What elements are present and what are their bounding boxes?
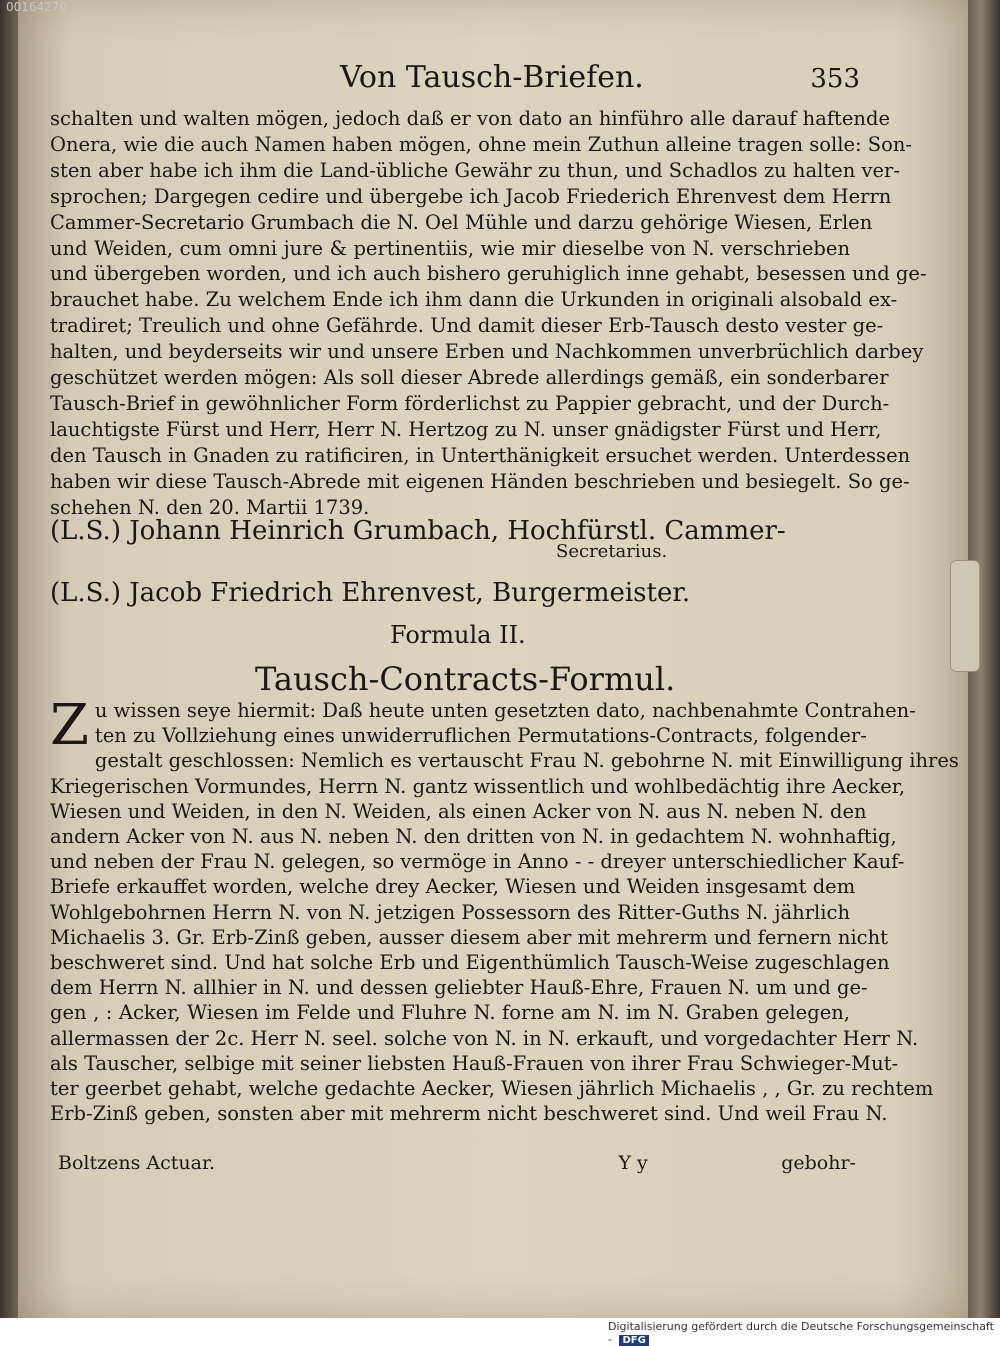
text-line: Erb-Zinß geben, sonsten aber mit mehrerm nicht beschweret sind. Und weil Frau N. [50, 1102, 888, 1126]
signature-ehrenvest: (L.S.) Jacob Friedrich Ehrenvest, Burgermeister. [50, 578, 691, 608]
text-line: lauchtigste Fürst und Herr, Herr N. Hertzog zu N. unser gnädigster Fürst und Herr, [50, 417, 882, 441]
page-number: 353 [810, 64, 860, 94]
text-line: und Weiden, cum omni jure & pertinentiis, wie mir dieselbe von N. verschrieben [50, 236, 850, 260]
text-line: schehen N. den 20. Martii 1739. [50, 495, 370, 519]
dfg-logo: DFG [619, 1335, 648, 1346]
scan-id-code: 00164270 [6, 0, 68, 14]
text-line: Briefe erkauffet worden, welche drey Aecker, Wiesen und Weiden insgesamt dem [50, 875, 856, 899]
text-line: und neben der Frau N. gelegen, so vermöge in Anno - - dreyer unterschiedlicher Kauf- [50, 850, 905, 874]
paragraph-agreement [50, 106, 927, 521]
catchword: gebohr- [781, 1152, 856, 1174]
text-line: ten zu Vollziehung eines unwiderruflichen Permutations-Contracts, folgender- [94, 724, 867, 748]
text-line: halten, und beyderseits wir und unsere Erben und Nachkommen unverbrüchlich darbey [50, 340, 924, 364]
footer-reference: Boltzens Actuar. [58, 1152, 215, 1174]
text-line: sten aber habe ich ihm die Land-übliche Gewähr zu thun, und Schadlos zu halten ver- [50, 158, 900, 182]
text-line: allermassen der 2c. Herr N. seel. solche von N. in N. erkauft, und vorgedachter Herr N. [50, 1026, 919, 1050]
text-line: dem Herrn N. allhier in N. und dessen geliebter Hauß-Ehre, Frauen N. um und ge- [50, 976, 868, 1000]
text-line: Onera, wie die auch Namen haben mögen, ohne mein Zuthun alleine tragen solle: Son- [50, 132, 913, 156]
drop-cap: Z [50, 693, 89, 758]
header-title: Von Tausch-Briefen. [340, 60, 644, 95]
text-line: gestalt geschlossen: Nemlich es vertauscht Frau N. gebohrne N. mit Einwilligung ihres [94, 749, 959, 773]
signature-grumbach-title: Secretarius. [556, 541, 668, 562]
signature-mark: Y y [618, 1152, 648, 1174]
text-line: Michaelis 3. Gr. Erb-Zinß geben, ausser diesem aber mit mehrerm und fernern nicht [50, 925, 888, 949]
text-line: geschützet werden mögen: Als soll dieser Abrede allerdings gemäß, ein sonderbarer [50, 366, 889, 390]
signature-grumbach: (L.S.) Johann Heinrich Grumbach, Hochfürstl. Cammer- [50, 516, 786, 546]
digitization-credit [608, 1320, 1000, 1346]
text-line: u wissen seye hiermit: Daß heute unten gesetzten dato, nachbenahmte Contrahen- [94, 699, 916, 722]
text-line: den Tausch in Gnaden zu ratificiren, in Unterthänigkeit ersuchet werden. Unterdessen [50, 443, 911, 467]
running-header [50, 60, 860, 95]
text-line: haben wir diese Tausch-Abrede mit eigenen Händen beschrieben und besiegelt. So ge- [50, 469, 910, 493]
text-line: Tausch-Brief in gewöhnlicher Form förderlichst zu Pappier gebracht, und der Durch- [50, 391, 890, 415]
text-line: Wiesen und Weiden, in den N. Weiden, als einen Acker von N. aus N. neben N. den [50, 799, 867, 823]
text-line: Cammer-Secretario Grumbach die N. Oel Mühle und darzu gehörige Wiesen, Erlen [50, 210, 873, 234]
paragraph-contract [50, 693, 959, 1126]
text-line: Wohlgebohrnen Herrn N. von N. jetzigen Possessorn des Ritter-Guths N. jährlich [50, 900, 850, 924]
text-line: schalten und walten mögen, jedoch daß er von dato an hinführo alle darauf haftende [50, 107, 891, 130]
page-footer [58, 1152, 856, 1174]
text-line: beschweret sind. Und hat solche Erb und Eigenthümlich Tausch-Weise zugeschlagen [50, 951, 890, 975]
text-line: andern Acker von N. aus N. neben N. den dritten von N. in gedachtem N. wohnhaftig, [50, 825, 897, 849]
text-line: brauchet habe. Zu welchem Ende ich ihm dann die Urkunden in originali alsobald ex- [50, 288, 898, 312]
text-line: ter geerbet gehabt, welche gedachte Aecker, Wiesen jährlich Michaelis , , Gr. zu rechtem [50, 1077, 934, 1101]
page-tab [950, 560, 980, 672]
text-line: und übergeben worden, und ich auch bishero geruhiglich inne gehabt, besessen und ge- [50, 262, 927, 286]
section-title: Tausch-Contracts-Formul. [255, 660, 676, 698]
text-line: Kriegerischen Vormundes, Herrn N. gantz wissentlich und wohlbedächtig ihre Aecker, [50, 774, 906, 798]
text-line: gen , : Acker, Wiesen im Felde und Fluhre N. forne am N. im N. Graben gelegen, [50, 1001, 850, 1025]
text-line: tradiret; Treulich und ohne Gefährde. Und damit dieser Erb-Tausch desto vester ge- [50, 314, 884, 338]
formula-heading: Formula II. [390, 621, 526, 649]
text-line: sprochen; Dargegen cedire und übergebe ich Jacob Friederich Ehrenvest dem Herrn [50, 184, 892, 208]
text-line: als Tauscher, selbige mit seiner liebsten Hauß-Frauen von ihrer Frau Schwieger-Mut- [50, 1051, 899, 1075]
credit-text: Digitalisierung gefördert durch die Deutsche Forschungsgemeinschaft - [608, 1320, 994, 1346]
